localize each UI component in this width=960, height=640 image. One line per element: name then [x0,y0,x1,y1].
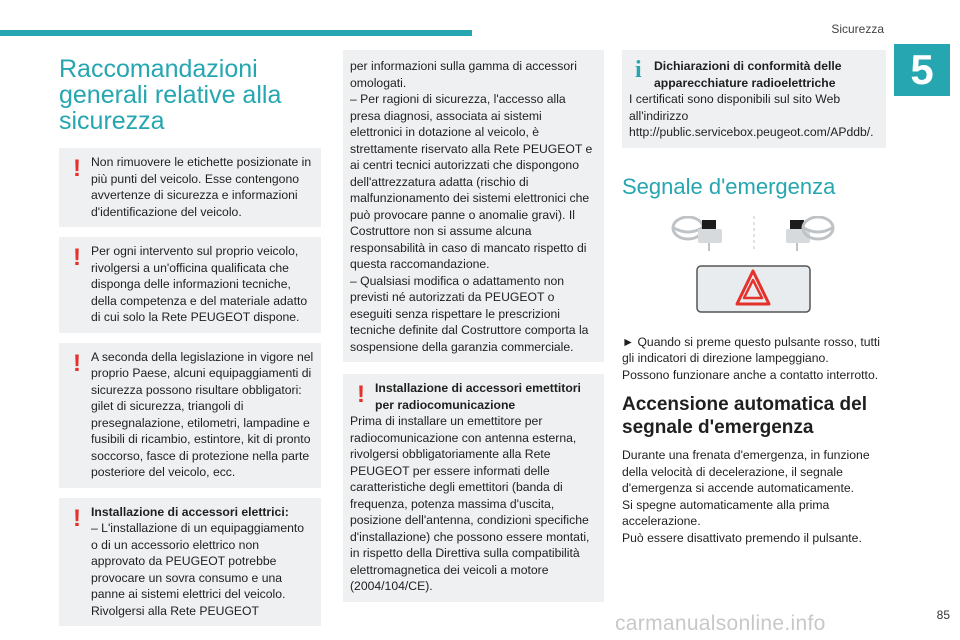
section-name: Sicurezza [831,22,884,36]
column-2 [343,50,604,612]
steering-wheel-icon [803,217,833,239]
paragraph: Durante una frenata d'emergenza, in funzione della velocità di decelerazione, il segnale d'emergenza si accende automaticamente. [622,448,870,495]
chapter-number: 5 [894,44,950,96]
info-title: Dichiarazioni di conformità delle apparecchiature radioelettriche [654,59,842,90]
info-text: I certificati sono disponibili sul sito Web all'indirizzo http://public.servicebox.peugeot.com/APddb/. [629,92,874,139]
warning-title: Installazione di accessori emettitori per radiocomunicazione [375,381,581,412]
section-title: Raccomandazioni generali relative alla sicurezza [59,55,282,135]
warning-box [59,498,321,627]
watermark: carmanualsonline.info [615,612,826,635]
warning-text: Per ogni intervento sul proprio veicolo, rivolgersi a un'officina qualificata che disponga delle informazioni tecniche, della competenza e del materiale adatto di cui solo la Rete PEUGEOT dispone. [91,244,308,324]
warning-text: Prima di installare un emettitore per radiocomunicazione con antenna esterna, rivolgersi obbligatoriamente alla Rete PEUGEOT per essere informati delle caratteristiche degli emettitori (banda di frequenza, potenza massima d'uscita, posizione dell'antenna, condizioni specifiche d'installazione) che possono essere montati, in rispetto della Direttiva sulla compatibilità elettromagnetica dei veicoli a motore (2004/104/CE). [350,414,590,593]
box-text: – Per ragioni di sicurezza, l'accesso alla presa diagnosi, associata ai sistemi elettronici in dotazione al veicolo, è strettamente riservato alla Rete PEUGEOT e ai centri tecnici autorizzati che dispongono dell'attrezzatura adatta (rischio di malfunzionamento dei sistemi elettronici che può provocare panne o anomalie gravi). Il Costruttore non si assume alcuna responsabilità in caso di mancato rispetto di questa raccomandazione. [350,92,593,271]
warning-box [59,237,321,333]
warning-box [59,343,321,488]
paragraph: ► Quando si preme questo pulsante rosso, tutti gli indicatori di direzione lampeggiano. [622,334,880,365]
warning-icon: ! [73,349,81,377]
warning-text [66,154,314,220]
warning-text: A seconda della legislazione in vigore nel proprio Paese, alcuni equipaggiamenti di sicurezza possono risultare obbligatori: gilet di sicurezza, triangoli di presegnalazione, etilometri, lampadine e fusibili di ricambio, estintore, kit di pronto soccorso, fasce di protezione nella parte posteriore del veicolo, ecc. [91,349,314,479]
warning-text-content: Non rimuovere le etichette posizionate in più punti del veicolo. Esse contengono avvertenze di sicurezza e informazioni d'identificazione del veicolo. [91,155,312,219]
warning-icon: ! [73,244,81,271]
section-heading: Segnale d'emergenza [622,173,836,199]
paragraph: Possono funzionare anche a contatto interrotto. [622,367,879,382]
hazard-illustration [622,216,886,328]
warning-title: Installazione di accessori elettrici: [91,504,289,519]
box-text: per informazioni sulla gamma di accessori omologati. [350,59,577,90]
warning-box [59,148,321,227]
top-accent-bar [0,30,472,36]
warning-box [343,374,604,602]
paragraph: Si spegne automaticamente alla prima accelerazione. [622,497,830,528]
info-icon: i [635,57,642,83]
warning-icon: ! [357,381,365,408]
continued-box [343,50,604,362]
box-text: – Qualsiasi modifica o adattamento non previsti né autorizzati da PEUGEOT o eseguiti senza rispettare le prescrizioni tecniche definite dal Costruttore comporta la sospensione della garanzia commerciale. [350,273,589,354]
warning-icon: ! [73,504,81,532]
page-number: 85 [936,608,950,622]
column-1 [59,50,321,636]
warning-icon: ! [73,155,81,182]
dashboard-illustration [622,216,886,328]
warning-text: – L'installazione di un equipaggiamento o di un accessorio elettrico non approvato da PEUGEOT potrebbe provocare un sovra consumo e una panne ai sistemi elettrici del veicolo. Rivolgersi alla Rete PEUGEOT [91,521,305,618]
paragraph: Può essere disattivato premendo il pulsante. [622,530,862,545]
info-box [622,50,886,148]
column-3 [622,50,886,546]
subsection-heading: Accensione automatica del segnale d'emergenza [622,394,867,438]
